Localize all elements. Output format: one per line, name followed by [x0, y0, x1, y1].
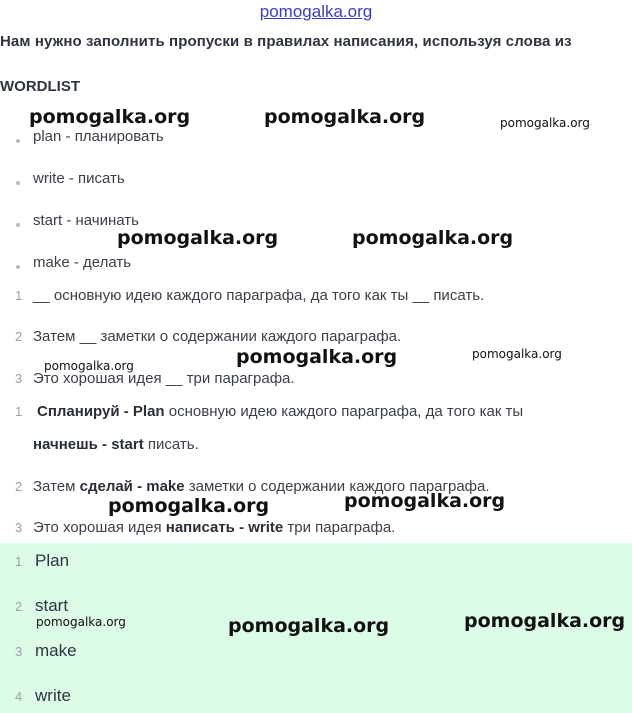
answer-highlight: сделай - make	[79, 478, 185, 495]
blank-sentence: __ основную идею каждого параграфа, да того как ты __ писать.	[33, 287, 485, 304]
intro-text: Нам нужно заполнить пропуски в правилах написания, используя слова из	[0, 33, 572, 50]
list-number: 1	[15, 554, 23, 569]
sentence-text: Затем	[33, 478, 80, 495]
list-number: 2	[15, 599, 23, 614]
watermark: pomogalka.org	[29, 106, 191, 128]
answer-highlight: начнешь - start	[33, 436, 144, 453]
sentence-text: писать.	[143, 436, 199, 453]
answer-item: Plan	[35, 551, 70, 570]
wordlist-item: start - начинать	[33, 212, 139, 229]
watermark: pomogalka.org	[464, 610, 626, 632]
header-watermark-link[interactable]: pomogalka.org	[259, 2, 373, 21]
filled-sentence-1	[37, 403, 523, 420]
bullet-icon	[16, 223, 20, 227]
blank-sentence: Затем __ заметки о содержании каждого параграфа.	[33, 328, 402, 345]
list-number: 2	[15, 479, 23, 494]
wordlist-heading: WORDLIST	[0, 78, 80, 95]
answer-highlight: Спланируй - Plan	[37, 403, 165, 420]
list-number: 4	[15, 689, 23, 704]
answer-item: start	[35, 596, 69, 615]
list-number: 3	[15, 520, 23, 535]
filled-sentence-1-cont	[33, 436, 199, 453]
bullet-icon	[16, 181, 20, 185]
filled-sentence-3	[33, 519, 395, 536]
watermark: pomogalka.org	[352, 227, 514, 249]
list-number: 2	[15, 329, 23, 344]
list-number: 3	[15, 371, 23, 386]
watermark: pomogalka.org	[228, 615, 390, 637]
watermark: pomogalka.org	[44, 359, 134, 373]
list-number: 1	[15, 404, 23, 419]
watermark: pomogalka.org	[500, 116, 590, 130]
watermark: pomogalka.org	[36, 615, 126, 629]
sentence-text: три параграфа.	[283, 519, 396, 536]
sentence-text: Это хорошая идея	[33, 519, 166, 536]
list-number: 3	[15, 644, 23, 659]
blank-sentence: Это хорошая идея __ три параграфа.	[33, 370, 295, 387]
sentence-text: заметки о содержании каждого параграфа.	[184, 478, 490, 495]
wordlist-item: make - делать	[33, 254, 132, 271]
watermark: pomogalka.org	[117, 227, 279, 249]
watermark: pomogalka.org	[472, 347, 562, 361]
watermark: pomogalka.org	[236, 346, 398, 368]
answer-item: make	[35, 641, 77, 660]
bullet-icon	[16, 139, 20, 143]
watermark: pomogalka.org	[344, 490, 506, 512]
answer-highlight: написать - write	[165, 519, 284, 536]
wordlist-item: write - писать	[33, 170, 125, 187]
bullet-icon	[16, 265, 20, 269]
answer-item: write	[35, 686, 71, 705]
watermark: pomogalka.org	[108, 495, 270, 517]
wordlist-item: plan - планировать	[33, 128, 164, 145]
watermark: pomogalka.org	[264, 106, 426, 128]
sentence-text: основную идею каждого параграфа, да того как ты	[164, 403, 524, 420]
list-number: 1	[15, 288, 23, 303]
